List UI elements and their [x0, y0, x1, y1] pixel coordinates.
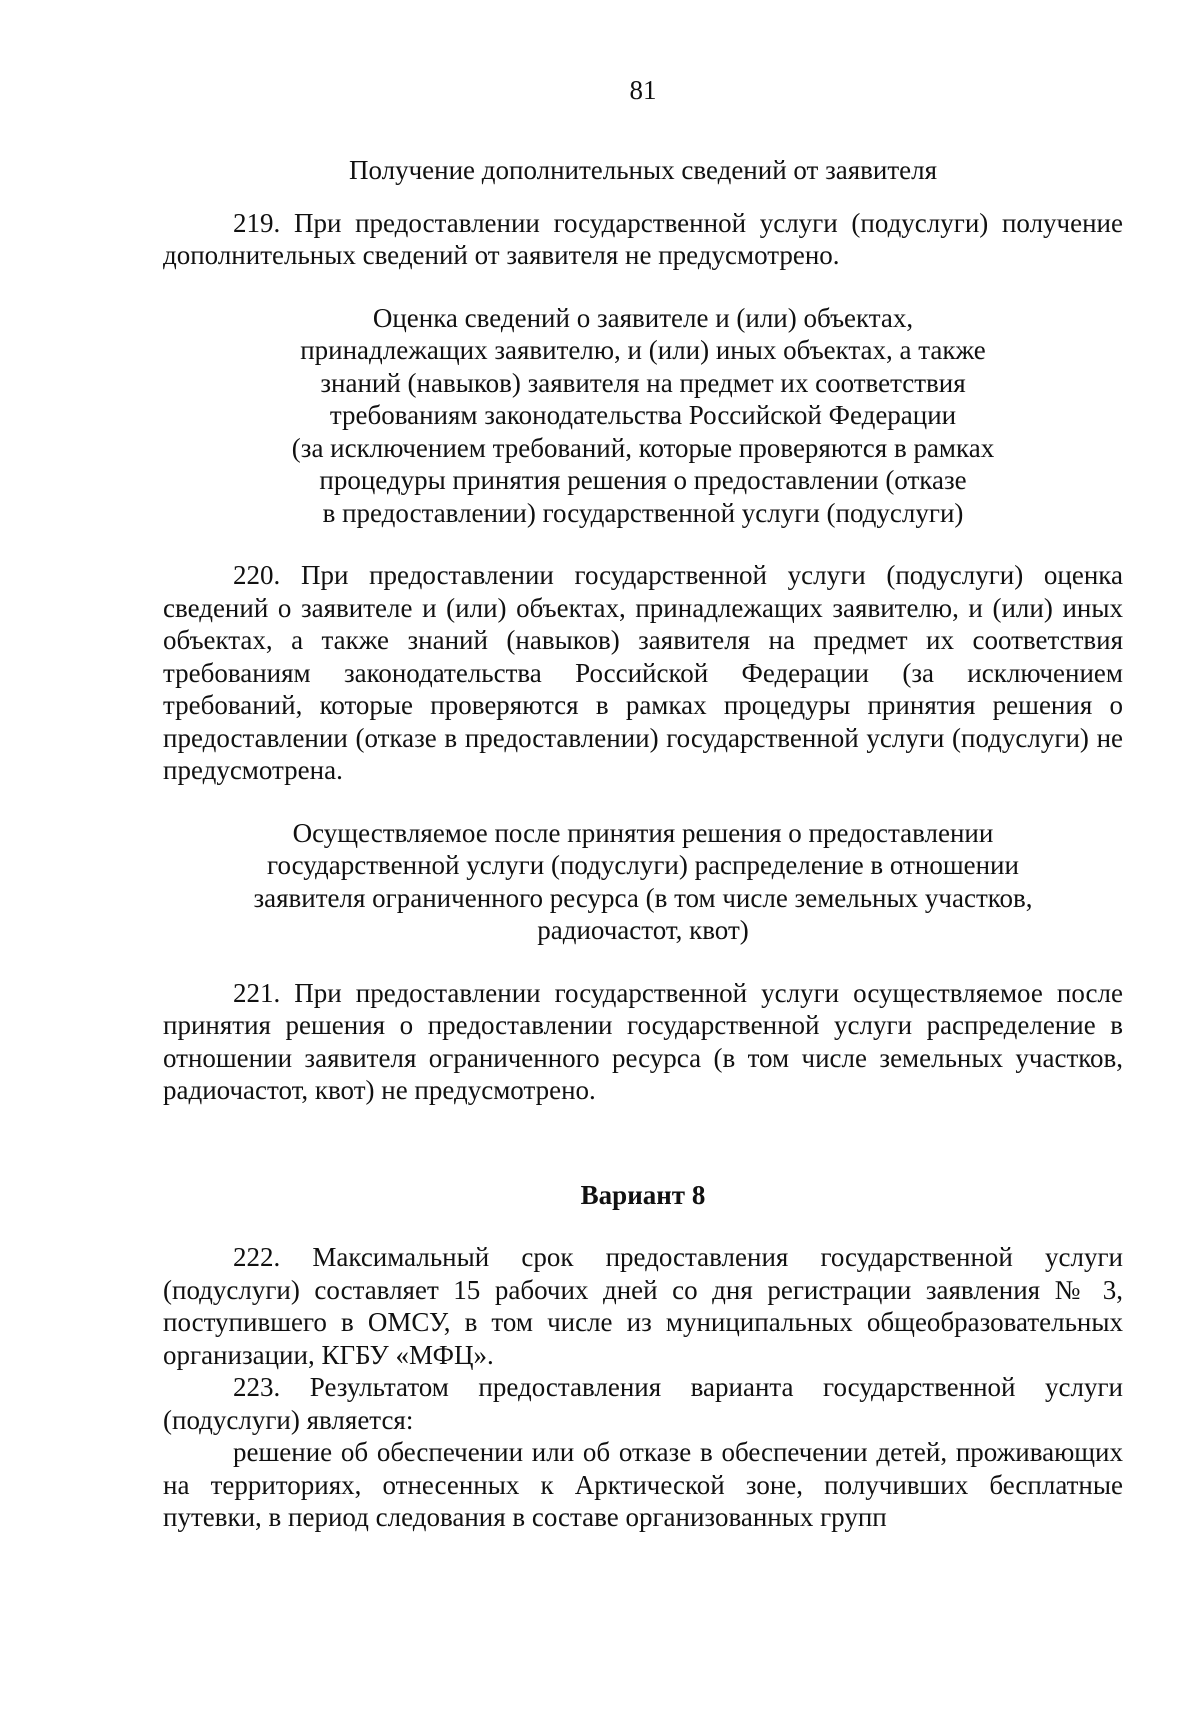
paragraph-223: 223. Результатом предоставления варианта государственной услуги (подуслуги) является:: [163, 1372, 1123, 1435]
page-number: 81: [629, 75, 657, 105]
section-heading-additional-info: Получение дополнительных сведений от заявителя: [348, 155, 938, 185]
document-page: [163, 70, 1123, 1534]
heading-line: в предоставлении) государственной услуги (подуслуги): [322, 497, 964, 528]
section-heading-assessment: [163, 302, 1123, 530]
heading-line: радиочастот, квот): [537, 915, 749, 945]
heading-line: заявителя ограниченного ресурса (в том числе земельных участков,: [253, 882, 1033, 913]
heading-line: государственной услуги (подуслуги) распределение в отношении: [267, 850, 1019, 880]
paragraph-219: 219. При предоставлении государственной услуги (подуслуги) получение дополнительных сведений от заявителя не предусмотрено.: [163, 207, 1123, 270]
heading-line: процедуры принятия решения о предоставлении (отказе: [319, 465, 967, 495]
heading-line: знаний (навыков) заявителя на предмет их соответствия: [320, 367, 966, 398]
heading-line: Оценка сведений о заявителе и (или) объектах,: [372, 302, 914, 333]
paragraph-223-continuation: решение об обеспечении или об отказе в обеспечении детей, проживающих на территориях, отнесенных к Арктической зоне, получивших бесплатные путевки, в период следования в составе организованных групп: [163, 1437, 1123, 1532]
variant-title: Вариант 8: [580, 1179, 706, 1210]
heading-line: принадлежащих заявителю, и (или) иных объектах, а также: [300, 335, 986, 365]
paragraph-222: 222. Максимальный срок предоставления государственной услуги (подуслуги) составляет 15 рабочих дней со дня регистрации заявления № 3, поступившего в ОМСУ, в том числе из муниципальных общеобразовательных организации, КГБУ «МФЦ».: [163, 1242, 1123, 1370]
paragraph-220: 220. При предоставлении государственной услуги (подуслуги) оценка сведений о заявителе и (или) объектах, принадлежащих заявителю, и (или) иных объектах, а также знаний (навыков) заявителя на предмет их соответствия требованиям законодательства Российской Федерации (за исключением требований, которые проверяются в рамках процедуры принятия решения о предоставлении (отказе в предоставлении) государственной услуги (подуслуги) не предусмотрена.: [163, 560, 1123, 785]
heading-line: (за исключением требований, которые проверяются в рамках: [291, 432, 995, 463]
paragraph-221: 221. При предоставлении государственной услуги осуществляемое после принятия решения о предоставлении государственной услуги распределение в отношении заявителя ограниченного ресурса (в том числе земельных участков, радиочастот, квот) не предусмотрено.: [163, 977, 1123, 1105]
heading-line: Осуществляемое после принятия решения о предоставлении: [292, 817, 994, 848]
section-heading-resource-distribution: [163, 817, 1123, 947]
heading-line: требованиям законодательства Российской Федерации: [329, 400, 957, 430]
